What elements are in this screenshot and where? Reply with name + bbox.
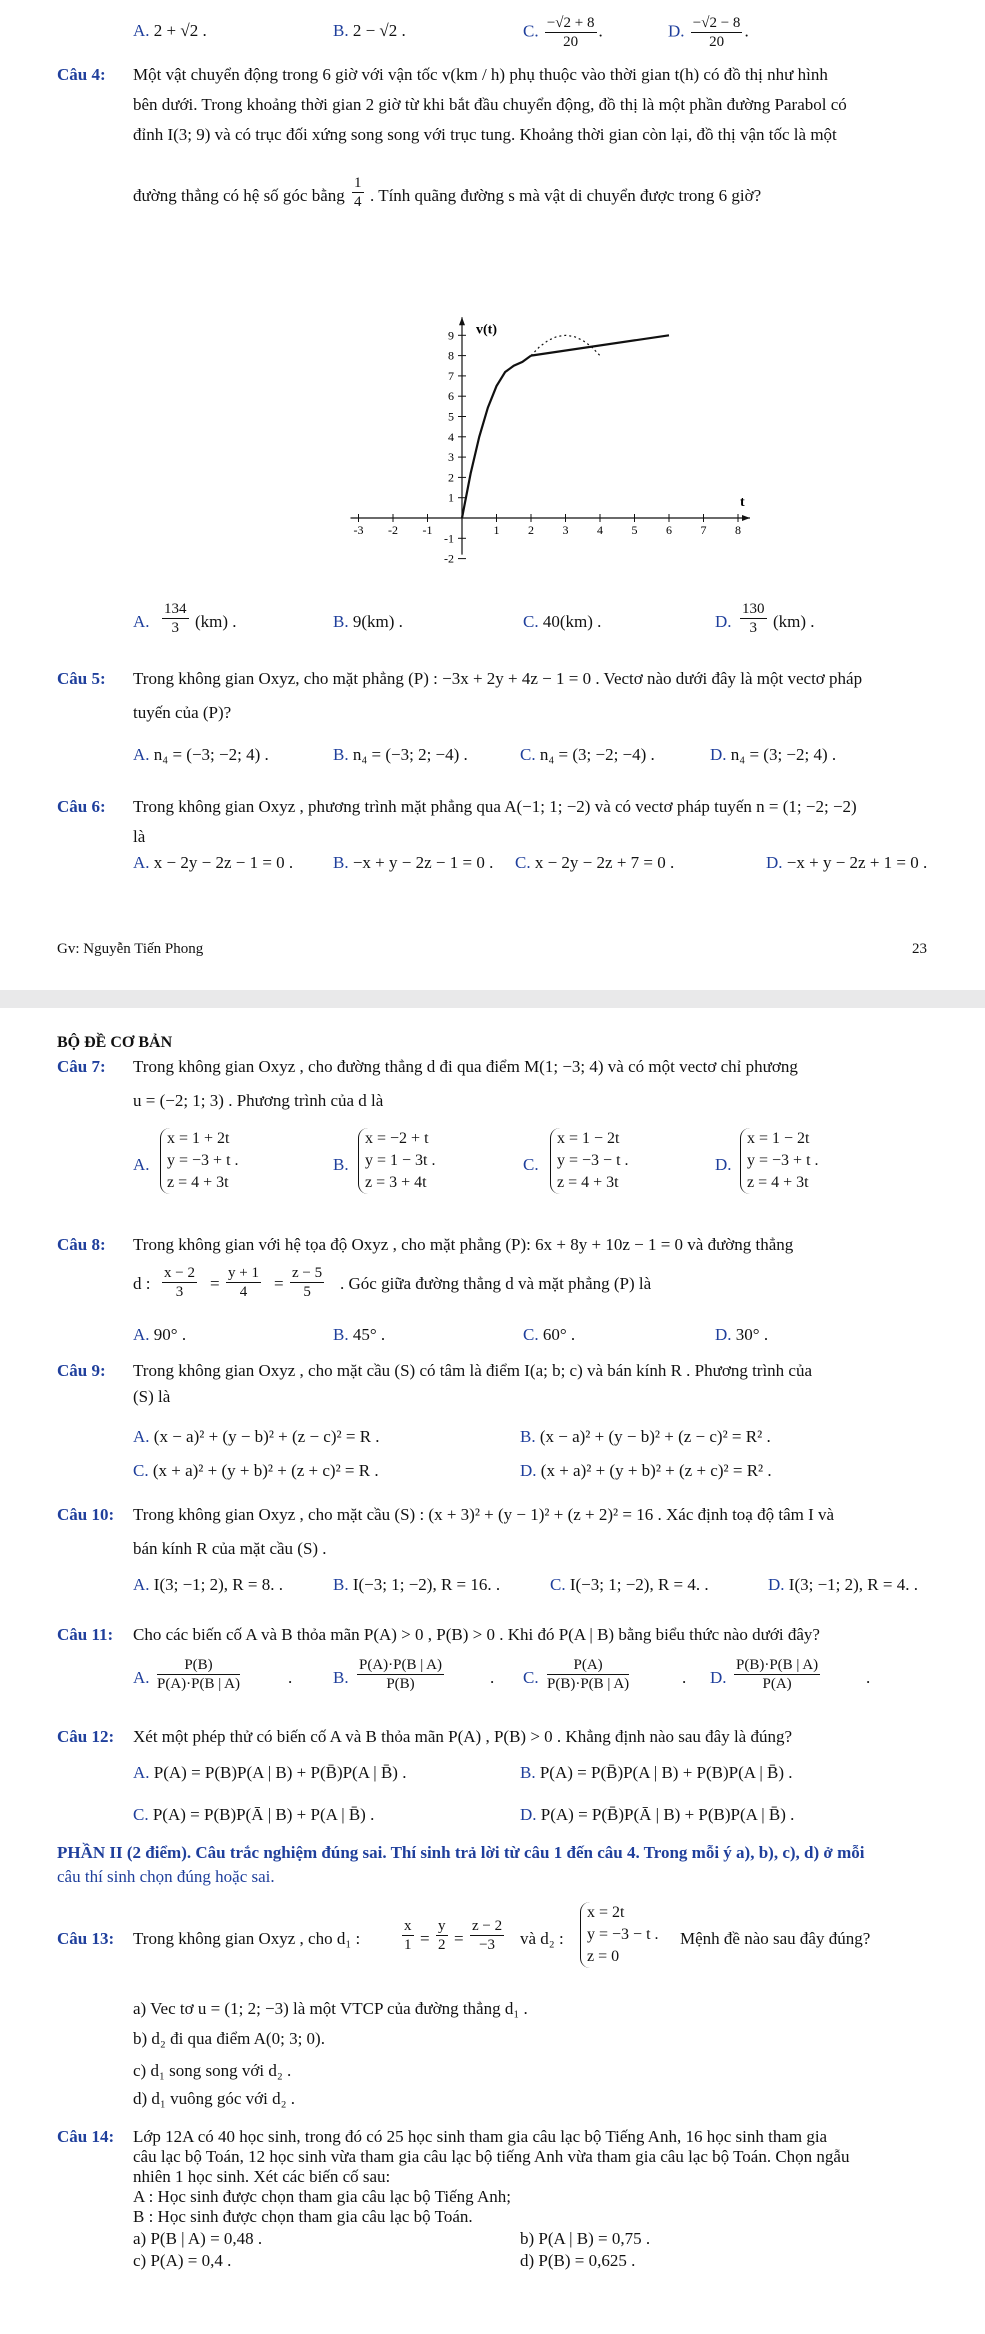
- question-13-post: Mệnh đề nào sau đây đúng?: [680, 1929, 871, 1948]
- q8-option-d-label[interactable]: D.: [715, 1325, 732, 1344]
- y-axis-arrow: [459, 317, 465, 325]
- q5-option-b-text: n₄ = (−3; 2; −4) .: [352, 745, 468, 764]
- question-11-line1: Cho các biến cố A và B thỏa mãn P(A) > 0 , P(B) > 0 . Khi đó P(A | B) bằng biểu thức nào dưới đây?: [133, 1625, 820, 1644]
- q4-option-b-text: 9(km) .: [352, 612, 403, 631]
- q11-option-d-label[interactable]: D.: [710, 1668, 727, 1687]
- q9-option-c-text: (x + a)² + (y + b)² + (z + c)² = R .: [152, 1461, 379, 1480]
- q10-option-d-text: I(3; −1; 2), R = 4. .: [788, 1575, 918, 1594]
- question-8-line1: Trong không gian với hệ tọa độ Oxyz , cho mặt phẳng (P): 6x + 8y + 10z − 1 = 0 và đường thẳng: [133, 1235, 794, 1254]
- question-7-line2: u = (−2; 1; 3) . Phương trình của d là: [133, 1091, 384, 1110]
- x-tick-label: -2: [388, 523, 398, 537]
- q4-option-b-label[interactable]: B.: [333, 612, 349, 631]
- q4-option-d-label[interactable]: D.: [715, 612, 732, 631]
- part-2-heading-line2: câu thí sinh chọn đúng hoặc sai.: [57, 1867, 275, 1886]
- x-tick-label: 3: [562, 523, 569, 537]
- option-a-text: 2 + √2 .: [153, 21, 207, 40]
- question-4-line4b: . Tính quãng đường s mà vật di chuyển được trong 6 giờ?: [370, 186, 762, 205]
- prev-options-row: A. 2 + √2 . B. 2 − √2 . C. $\frac{-√2 + 8}{20}$ . D. $\frac{-√2 - 8}{20}$ .: [133, 15, 749, 50]
- x-tick-label: 7: [700, 523, 707, 537]
- y-tick-label: 5: [448, 409, 454, 424]
- page-separator: [0, 990, 985, 1008]
- q5-option-c-text: n₄ = (3; −2; −4) .: [539, 745, 655, 764]
- d2-system: x = 2t y = −3 − t . z = 0: [580, 1902, 659, 1968]
- option-b-label[interactable]: B.: [333, 21, 349, 40]
- line-d-fraction-x: $\frac{x - 2}{3}$: [164, 1265, 195, 1300]
- option-d-label[interactable]: D.: [668, 21, 685, 41]
- q7-option-d-system: x = 1 − 2t y = −3 + t . z = 4 + 3t: [740, 1128, 819, 1194]
- question-14-line2: câu lạc bộ Toán, 12 học sinh vừa tham gia câu lạc bộ tiếng Anh vừa tham gia câu lạc bộ Toán. Chọn ngẫu: [133, 2147, 850, 2166]
- question-13-mid: và d₂ :: [520, 1929, 564, 1948]
- q11-option-b-tail: .: [490, 1668, 495, 1687]
- x-axis-label: t: [740, 495, 745, 510]
- q11-option-c-fraction: $\frac{P(A)}{P(B)\cdot P(B | A)}$: [547, 1657, 630, 1692]
- y-tick-label: 3: [448, 450, 454, 465]
- x-tick-label: 2: [528, 523, 534, 537]
- footer-author: Gv: Nguyễn Tiến Phong: [57, 941, 204, 957]
- q7-option-d-label[interactable]: D.: [715, 1155, 732, 1174]
- q12-option-c-label[interactable]: C.: [133, 1805, 149, 1824]
- page-two: BỘ ĐỀ CƠ BẢN Câu 7: Trong không gian Oxyz , cho đường thẳng d đi qua điểm M(1; −3; 4) và có một vectơ chỉ phương u = (−2; 1; 3) . Phương trình của d là A. x = 1 + 2t y = −3 + t . z = 4 + 3t B. x = −2 + t y = 1 − 3t . z = 3 + 4t C. x = 1 − 2t y = −3 − t . z = 4 + 3t D. x = 1 − 2t y = −3 + t . z = 4 + 3t Câu 8: Trong không gian với hệ tọa độ Oxyz , cho mặt phẳng (P): 6x + 8y + 10z − 1 = 0 và đường thẳng d : $\frac{x - 2}{3}$ = $\frac{y + 1}{4}$ = $\frac{z - 5}{5}$ . Góc giữa đường thẳng d và mặt phẳng (P) là A. 90° . B. 45° . C. 60° . D. 30° . Câu 9: Trong không gian Oxyz , cho mặt cầu (S) có tâm là điểm I(a; b; c) và bán kính R . Phương trình của (S) là A. (x − a)² + (y − b)² + (z − c)² = R . B. (x − a)² + (y − b)² + (z − c)² = R² . C. (x + a)² + (y + b)² + (z + c)² = R . D. (x + a)² + (y + b)² + (z + c)² = R² . Câu 10: Trong không gian Oxyz , cho mặt cầu (S) : (x + 3)² + (y − 1)² + (z + 2)² = 16 . Xác định toạ độ tâm I và bán kính R của mặt cầu (S) . A. I(3; −1; 2), R = 8. . B. I(−3; 1; −2), R = 16. . C. I(−3; 1; −2), R = 4. . D. I(3; −1; 2), R = 4. . Câu 11: Cho các biến cố A và B thỏa mãn P(A) > 0 , P(B) > 0 . Khi đó P(A | B) bằng biểu thức nào dưới đây? A. $\frac{P(B)}{P(A)\cdot P(B | A)}$ . B. $\frac{P(A)\cdot P(B | A)}{P(B)}$ . C. $\frac{P(A)}{P(B)\cdot P(B | A)}$ . D. $\frac{P(B)\cdot P(B | A)}{P(A)}$ . Câu 12: Xét một phép thử có biến cố A và B thỏa mãn P(A) , P(B) > 0 . Khẳng định nào sau đây là đúng? A. P(A) = P(B)P(A | B) + P(B̄)P(A | B̄) . B. P(A) = P(B̄)P(A | B) + P(B)P(A | B̄) . C. P(A) = P(B)P(Ā | B) + P(A | B̄) . D. P(A) = P(B̄)P(Ā | B) + P(B)P(A | B̄) . PHẦN II (2 điểm). Câu trắc nghiệm đúng sai. Thí sinh trả lời từ câu 1 đến câu 4. Trong mỗi ý a), b), c), d) ở mỗi câu thí sinh chọn đúng hoặc sai. Câu 13: Trong không gian Oxyz , cho d₁ : $\frac{x}{1}$ = $\frac{y}{2}$ = $\frac{z - 2}{-3}$ và d₂ : x = 2t y = −3 − t . z = 0 Mệnh đề nào sau đây đúng? a) Vec tơ u = (1; 2; −3) là một VTCP của đường thẳng d₁ . b) d₂ đi qua điểm A(0; 3; 0). c) d₁ song song với d₂ . d) d₁ vuông góc với d₂ . Câu 14: Lớp 12A có 40 học sinh, trong đó có 25 học sinh tham gia câu lạc bộ Tiếng Anh, 16 học sinh tham gia câu lạc bộ Toán, 12 học sinh vừa tham gia câu lạc bộ tiếng Anh vừa tham gia câu lạc bộ Toán. Chọn ngẫu nhiên 1 học sinh. Xét các biến cố sau: A : Học sinh được chọn tham gia câu lạc bộ Tiếng Anh; B : Học sinh được chọn tham gia câu lạc bộ Toán. a) P(B | A) = 0,48 . b) P(A | B) = 0,75 . c) P(A) = 0,4 . d) P(B) = 0,625 .: [0, 1008, 985, 2334]
- q6-option-d-label[interactable]: D.: [766, 853, 783, 872]
- q12-option-c-text: P(A) = P(B)P(Ā | B) + P(A | B̄) .: [152, 1805, 375, 1824]
- q9-option-a-label[interactable]: A.: [133, 1427, 150, 1446]
- question-12-label: Câu 12:: [57, 1727, 115, 1746]
- d1-fraction-y: $\frac{y}{2}$: [438, 1918, 446, 1953]
- event-a-definition: A : Học sinh được chọn tham gia câu lạc bộ Tiếng Anh;: [133, 2187, 511, 2206]
- q12-option-b-text: P(A) = P(B̄)P(A | B) + P(B)P(A | B̄) .: [539, 1763, 793, 1782]
- question-12-line1: Xét một phép thử có biến cố A và B thỏa mãn P(A) , P(B) > 0 . Khẳng định nào sau đây là đúng?: [133, 1727, 793, 1746]
- question-10-line1: Trong không gian Oxyz , cho mặt cầu (S) : (x + 3)² + (y − 1)² + (z + 2)² = 16 . Xác định toạ độ tâm I và: [133, 1505, 835, 1524]
- line-d-fraction-y: $\frac{y + 1}{4}$: [228, 1265, 259, 1300]
- question-8-line2-post: . Góc giữa đường thẳng d và mặt phẳng (P) là: [340, 1274, 652, 1293]
- q11-option-c-tail: .: [682, 1668, 687, 1687]
- q4-option-c-text: 40(km) .: [542, 612, 602, 631]
- question-13-pre: Trong không gian Oxyz , cho d₁ :: [133, 1929, 361, 1948]
- y-tick-label: -2: [444, 551, 454, 566]
- q10-option-c-text: I(−3; 1; −2), R = 4. .: [569, 1575, 709, 1594]
- q11-option-a-label[interactable]: A.: [133, 1668, 150, 1687]
- y-tick-label: 9: [448, 328, 454, 343]
- q4-option-d-unit: (km) .: [773, 612, 815, 631]
- q4-option-d-fraction: $\frac{130}{3}$: [742, 601, 765, 636]
- question-10-label: Câu 10:: [57, 1505, 115, 1524]
- question-8-label: Câu 8:: [57, 1235, 106, 1254]
- q6-option-a-text: x − 2y − 2z − 1 = 0 .: [153, 853, 294, 872]
- q8-option-a-text: 90° .: [153, 1325, 187, 1344]
- q7-option-c-label[interactable]: C.: [523, 1155, 539, 1174]
- velocity-series-0: [462, 356, 531, 518]
- question-9-line2: (S) là: [133, 1387, 171, 1406]
- q13-item-b[interactable]: b) d₂ đi qua điểm A(0; 3; 0).: [133, 2029, 325, 2048]
- q8-option-b-label[interactable]: B.: [333, 1325, 349, 1344]
- q4-option-a-fraction: $\frac{134}{3}$: [164, 601, 187, 636]
- q5-option-a-text: n₄ = (−3; −2; 4) .: [153, 745, 269, 764]
- question-4-line3: đỉnh I(3; 9) và có trục đối xứng song song với trục tung. Khoảng thời gian còn lại, đồ thị vận tốc là một: [133, 125, 837, 144]
- q11-option-d-tail: .: [866, 1668, 871, 1687]
- d1-fraction-z: $\frac{z - 2}{-3}$: [472, 1918, 503, 1953]
- q8-option-d-text: 30° .: [735, 1325, 769, 1344]
- q13-item-d[interactable]: d) d₁ vuông góc với d₂ .: [133, 2089, 296, 2108]
- q11-option-a-tail: .: [288, 1668, 293, 1687]
- question-6-label: Câu 6:: [57, 797, 106, 816]
- q11-option-c-label[interactable]: C.: [523, 1668, 539, 1687]
- question-7-label: Câu 7:: [57, 1057, 106, 1076]
- question-14-line3: nhiên 1 học sinh. Xét các biến cố sau:: [133, 2167, 391, 2186]
- question-14-label: Câu 14:: [57, 2127, 115, 2146]
- q11-option-a-fraction: $\frac{P(B)}{P(A)\cdot P(B | A)}$: [157, 1657, 241, 1692]
- y-tick-label: 4: [448, 429, 454, 444]
- question-4-line4a: đường thẳng có hệ số góc bằng: [133, 186, 345, 205]
- q5-option-a-label[interactable]: A.: [133, 745, 150, 764]
- q14-item-a[interactable]: a) P(B | A) = 0,48 .: [133, 2229, 263, 2248]
- option-a-label[interactable]: A.: [133, 21, 150, 40]
- x-axis-arrow: [742, 515, 750, 521]
- q6-option-d-text: −x + y − 2z + 1 = 0 .: [786, 853, 928, 872]
- q11-option-b-label[interactable]: B.: [333, 1668, 349, 1687]
- question-7-line1: Trong không gian Oxyz , cho đường thẳng d đi qua điểm M(1; −3; 4) và có một vectơ chỉ phương: [133, 1057, 798, 1076]
- q9-option-d-label[interactable]: D.: [520, 1461, 537, 1480]
- q6-option-c-label[interactable]: C.: [515, 853, 531, 872]
- x-tick-label: -1: [422, 523, 433, 537]
- q7-option-c-system: x = 1 − 2t y = −3 − t . z = 4 + 3t: [550, 1128, 629, 1194]
- question-11-label: Câu 11:: [57, 1625, 114, 1644]
- q14-item-c[interactable]: c) P(A) = 0,4 .: [133, 2251, 232, 2270]
- y-axis-label: v(t): [476, 322, 497, 338]
- q7-option-b-label[interactable]: B.: [333, 1155, 349, 1174]
- x-tick-label: 6: [666, 523, 672, 537]
- event-b-definition: B : Học sinh được chọn tham gia câu lạc bộ Toán.: [133, 2207, 473, 2226]
- y-tick-label: 8: [448, 348, 454, 363]
- option-b-text: 2 − √2 .: [352, 21, 406, 40]
- y-tick-label: 1: [448, 490, 454, 505]
- q13-item-a[interactable]: a) Vec tơ u = (1; 2; −3) là một VTCP của đường thẳng d₁ .: [133, 1999, 528, 2018]
- q11-option-d-fraction: $\frac{P(B)\cdot P(B | A)}{P(A)}$: [736, 1657, 819, 1692]
- question-6-line1: Trong không gian Oxyz , phương trình mặt phẳng qua A(−1; 1; −2) và có vectơ pháp tuyến n = (1; −2; −2): [133, 797, 857, 816]
- part-2-heading: PHẦN II (2 điểm). Câu trắc nghiệm đúng sai. Thí sinh trả lời từ câu 1 đến câu 4. Trong mỗi ý a), b), c), d) ở mỗi: [57, 1843, 865, 1862]
- q5-option-d-text: n₄ = (3; −2; 4) .: [730, 745, 837, 764]
- y-tick-label: 6: [448, 389, 454, 404]
- q9-option-b-label[interactable]: B.: [520, 1427, 536, 1446]
- q10-option-d-label[interactable]: D.: [768, 1575, 785, 1594]
- q8-option-c-label[interactable]: C.: [523, 1325, 539, 1344]
- q12-option-a-label[interactable]: A.: [133, 1763, 150, 1782]
- question-5-line1: Trong không gian Oxyz, cho mặt phẳng (P) : −3x + 2y + 4z − 1 = 0 . Vectơ nào dưới đây là một vectơ pháp: [133, 669, 863, 688]
- parabola-dotted-series: [531, 335, 600, 355]
- x-tick-label: 4: [597, 523, 603, 537]
- q5-option-b-label[interactable]: B.: [333, 745, 349, 764]
- q9-option-a-text: (x − a)² + (y − b)² + (z − c)² = R .: [153, 1427, 380, 1446]
- question-9-line1: Trong không gian Oxyz , cho mặt cầu (S) có tâm là điểm I(a; b; c) và bán kính R . Phương trình của: [133, 1361, 813, 1380]
- x-tick-label: 5: [631, 523, 638, 537]
- q7-option-a-label[interactable]: A.: [133, 1155, 150, 1174]
- q6-option-a-label[interactable]: A.: [133, 853, 150, 872]
- question-14-line1: Lớp 12A có 40 học sinh, trong đó có 25 học sinh tham gia câu lạc bộ Tiếng Anh, 16 học sinh tham gia: [133, 2127, 828, 2146]
- option-c-fraction: $\frac{-√2 + 8}{20}$: [546, 15, 595, 50]
- x-tick-label: 1: [493, 523, 500, 537]
- q13-item-c[interactable]: c) d₁ song song với d₂ .: [133, 2061, 292, 2080]
- question-5-line2: tuyến của (P)?: [133, 703, 232, 722]
- q14-item-d[interactable]: d) P(B) = 0,625 .: [520, 2251, 636, 2270]
- q6-option-b-text: −x + y − 2z − 1 = 0 .: [352, 853, 494, 872]
- q8-option-c-text: 60° .: [542, 1325, 576, 1344]
- page-one: [0, 0, 985, 990]
- question-8-d-prefix: d :: [133, 1274, 151, 1293]
- x-tick-label: -3: [353, 523, 364, 537]
- velocity-time-graph: [330, 218, 770, 600]
- q12-option-d-label[interactable]: D.: [520, 1805, 537, 1824]
- q5-option-d-label[interactable]: D.: [710, 745, 727, 764]
- q8-option-b-text: 45° .: [352, 1325, 386, 1344]
- q7-option-b-system: x = −2 + t y = 1 − 3t . z = 3 + 4t: [358, 1128, 436, 1194]
- q10-option-a-label[interactable]: A.: [133, 1575, 150, 1594]
- q12-option-d-text: P(A) = P(B̄)P(Ā | B) + P(B)P(A | B̄) .: [540, 1805, 795, 1824]
- q12-option-b-label[interactable]: B.: [520, 1763, 536, 1782]
- q9-option-d-text: (x + a)² + (y + b)² + (z + c)² = R² .: [540, 1461, 772, 1480]
- q5-option-c-label[interactable]: C.: [520, 745, 536, 764]
- option-d-fraction: $\frac{-√2 - 8}{20}$: [692, 15, 741, 50]
- q11-option-b-fraction: $\frac{P(A)\cdot P(B | A)}{P(B)}$: [359, 1657, 443, 1692]
- q4-option-a-unit: (km) .: [195, 612, 237, 631]
- q10-option-b-label[interactable]: B.: [333, 1575, 349, 1594]
- slope-fraction: $\frac{1}{4}$: [354, 175, 362, 210]
- footer-page-number: 23: [912, 941, 927, 957]
- q10-option-b-text: I(−3; 1; −2), R = 16. .: [352, 1575, 501, 1594]
- q10-option-a-text: I(3; −1; 2), R = 8. .: [153, 1575, 283, 1594]
- q10-option-c-label[interactable]: C.: [550, 1575, 566, 1594]
- question-9-label: Câu 9:: [57, 1361, 106, 1380]
- y-tick-label: -1: [444, 531, 454, 546]
- y-tick-label: 2: [448, 470, 454, 485]
- y-tick-label: 7: [448, 368, 454, 383]
- question-4-line2: bên dưới. Trong khoảng thời gian 2 giờ từ khi bắt đầu chuyển động, đồ thị là một phần đường Parabol có: [133, 95, 847, 114]
- q7-option-a-system: x = 1 + 2t y = −3 + t . z = 4 + 3t: [160, 1128, 239, 1194]
- velocity-series-1: [531, 335, 669, 355]
- question-4-label: Câu 4:: [57, 65, 106, 84]
- q6-option-c-text: x − 2y − 2z + 7 = 0 .: [534, 853, 675, 872]
- q8-option-a-label[interactable]: A.: [133, 1325, 150, 1344]
- x-tick-label: 8: [735, 523, 741, 537]
- question-6-line2: là: [133, 827, 146, 846]
- q4-option-a-label[interactable]: A.: [133, 612, 150, 631]
- question-5-label: Câu 5:: [57, 669, 106, 688]
- q4-option-c-label[interactable]: C.: [523, 612, 539, 631]
- question-10-line2: bán kính R của mặt cầu (S) .: [133, 1539, 327, 1558]
- d1-fraction-x: $\frac{x}{1}$: [404, 1918, 412, 1953]
- q6-option-b-label[interactable]: B.: [333, 853, 349, 872]
- q12-option-a-text: P(A) = P(B)P(A | B) + P(B̄)P(A | B̄) .: [153, 1763, 407, 1782]
- q9-option-b-text: (x − a)² + (y − b)² + (z − c)² = R² .: [539, 1427, 771, 1446]
- question-13-label: Câu 13:: [57, 1929, 115, 1948]
- q14-item-b[interactable]: b) P(A | B) = 0,75 .: [520, 2229, 651, 2248]
- q9-option-c-label[interactable]: C.: [133, 1461, 149, 1480]
- section-heading: BỘ ĐỀ CƠ BẢN: [57, 1034, 173, 1051]
- question-4-line1: Một vật chuyển động trong 6 giờ với vận tốc v(km / h) phụ thuộc vào thời gian t(h) có đồ thị như hình: [133, 65, 828, 84]
- option-c-label[interactable]: C.: [523, 21, 539, 41]
- line-d-fraction-z: $\frac{z - 5}{5}$: [292, 1265, 323, 1300]
